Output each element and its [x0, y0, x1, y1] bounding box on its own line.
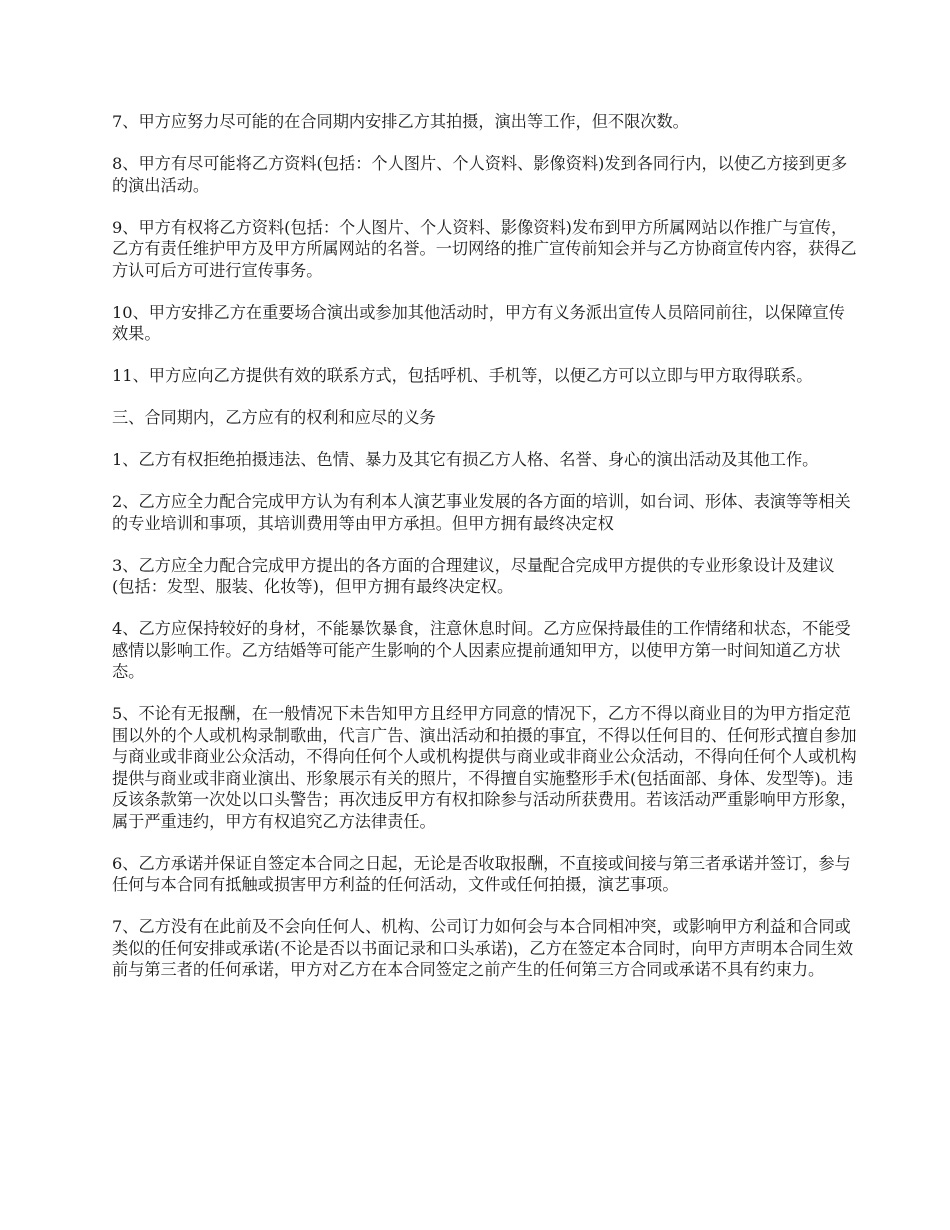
document-body	[112, 111, 857, 1001]
clause-party-a-11: 11、甲方应向乙方提供有效的联系方式，包括呼机、手机等，以便乙方可以立即与甲方取得联系。	[112, 366, 813, 385]
clause-party-b-3: 3、乙方应全力配合完成甲方提出的各方面的合理建议，尽量配合完成甲方提供的专业形象设计及建议(包括：发型、服装、化妆等)，但甲方拥有最终决定权。	[112, 555, 835, 596]
clause-party-b-6: 6、乙方承诺并保证自签定本合同之日起，无论是否收取报酬，不直接或间接与第三者承诺并签订，参与任何与本合同有抵触或损害甲方利益的任何活动，文件或任何拍摄，演艺事项。	[112, 853, 851, 894]
clause-party-a-10: 10、甲方安排乙方在重要场合演出或参加其他活动时，甲方有义务派出宣传人员陪同前往，以保障宣传效果。	[112, 302, 845, 343]
clause-party-a-9: 9、甲方有权将乙方资料(包括：个人图片、个人资料、影像资料)发布到甲方所属网站以作推广与宣传，乙方有责任维护甲方及甲方所属网站的名誉。一切网络的推广宣传前知会并与乙方协商宣传内容，获得乙方认可后方可进行宣传事务。	[112, 217, 857, 280]
clause-party-b-4: 4、乙方应保持较好的身材，不能暴饮暴食，注意休息时间。乙方应保持最佳的工作情绪和状态，不能受感情以影响工作。乙方结婚等可能产生影响的个人因素应提前通知甲方，以使甲方第一时间知道乙方状态。	[112, 619, 851, 681]
clause-party-b-5: 5、不论有无报酬，在一般情况下未告知甲方且经甲方同意的情况下，乙方不得以商业目的为甲方指定范围以外的个人或机构录制歌曲，代言广告、演出活动和拍摄的事宜，不得以任何目的、任何形式擅自参加与商业或非商业公众活动，不得向任何个人或机构提供与商业或非商业公众活动，不得向任何个人或机构提供与商业或非商业演出、形象展示有关的照片，不得擅自实施整形手术(包括面部、身体、发型等)。违反该条款第一次处以口头警告；再次违反甲方有权扣除参与活动所获费用。若该活动严重影响甲方形象，属于严重违约，甲方有权追究乙方法律责任。	[112, 704, 857, 831]
clause-party-b-7: 7、乙方没有在此前及不会向任何人、机构、公司订力如何会与本合同相冲突，或影响甲方利益和合同或类似的任何安排或承诺(不论是否以书面记录和口头承诺)，乙方在签定本合同时，向甲方声明本合同生效前与第三者的任何承诺，甲方对乙方在本合同签定之前产生的任何第三方合同或承诺不具有约束力。	[112, 917, 854, 979]
clause-party-a-7: 7、甲方应努力尽可能的在合同期内安排乙方其拍摄，演出等工作，但不限次数。	[112, 112, 689, 131]
clause-party-b-1: 1、乙方有权拒绝拍摄违法、色情、暴力及其它有损乙方人格、名誉、身心的演出活动及其他工作。	[112, 450, 819, 469]
section-heading-party-b: 三、合同期内，乙方应有的权利和应尽的义务	[112, 408, 436, 427]
clause-party-b-2: 2、乙方应全力配合完成甲方认为有利本人演艺事业发展的各方面的培训，如台词、形体、表演等等相关的专业培训和事项，其培训费用等由甲方承担。但甲方拥有最终决定权	[112, 492, 851, 533]
clause-party-a-8: 8、甲方有尽可能将乙方资料(包括：个人图片、个人资料、影像资料)发到各同行内，以使乙方接到更多的演出活动。	[112, 154, 848, 195]
